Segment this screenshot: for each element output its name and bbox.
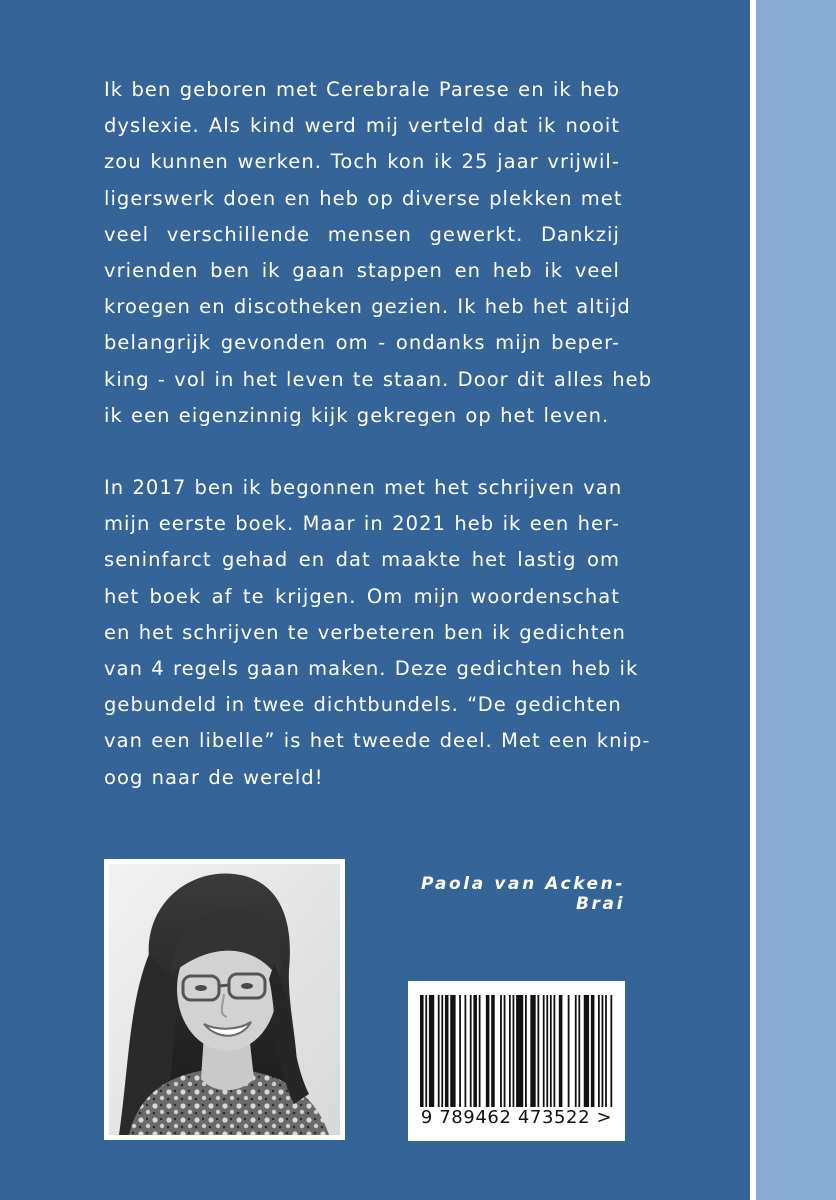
barcode-bar [513,995,515,1107]
barcode-bar [591,995,595,1107]
book-spine [756,0,836,1200]
bio-line: seninfarct gehad en dat maakte het lastig om [104,548,620,572]
barcode-bar [465,995,467,1107]
barcode-bar [584,995,589,1107]
barcode-bar [509,995,511,1107]
barcode-bar [425,995,427,1107]
barcode-bar [479,995,481,1107]
bio-line: ligerswerk doen en heb op diverse plekken met [104,186,623,210]
bio-line: dyslexie. Als kind werd mij verteld dat ik nooit [104,114,620,138]
bio-line: van 4 regels gaan maken. Deze gedichten heb ik [104,657,639,681]
barcode-bar [568,995,570,1107]
barcode-bar [473,995,477,1107]
barcode-bar [470,995,472,1107]
barcode-bar [543,995,545,1107]
barcode-bar [598,995,600,1107]
barcode-bar [537,995,539,1107]
bio-line: king - vol in het leven te staan. Door dit alles heb [104,367,653,391]
barcode-bar [605,995,607,1107]
barcode-bar [602,995,604,1107]
barcode-bar [525,995,527,1107]
author-name: Paola van Acken-Brai [420,874,625,914]
bio-line: oog naar de wereld! [104,765,324,789]
bio-line: ik een eigenzinnig kijk gekregen op het leven. [104,403,610,427]
barcode-bar [491,995,495,1107]
bio-line: veel verschillende mensen gewerkt. Dankzij [104,222,620,246]
barcode-bar [530,995,535,1107]
bio-line: vrienden ben ik gaan stappen en heb ik veel [104,259,620,283]
bio-line: van een libelle” is het tweede deel. Met een knip- [104,729,651,753]
barcode-bar [438,995,440,1107]
bio-line: kroegen en discotheken gezien. Ik heb het altijd [104,295,631,319]
isbn-barcode [408,981,625,1141]
barcode-bar [578,995,580,1107]
barcode-bar [500,995,502,1107]
barcode-bar [575,995,577,1107]
bio-paragraph-1 [104,72,653,434]
bio-line: Ik ben geboren met Cerebrale Parese en ik heb [104,78,620,101]
barcode-bar [459,995,461,1107]
bio-line: zou kunnen werken. Toch kon ik 25 jaar vrijwil- [104,150,620,174]
barcode-bar [445,995,449,1107]
bio-line: gebundeld in twee dichtbundels. “De gedichten [104,693,622,717]
bio-line: het boek af te krijgen. Om mijn woordenschat [104,584,620,608]
barcode-bar [559,995,563,1107]
barcode-bar [553,995,555,1107]
isbn-number: 9 789462 473522 > [420,1107,613,1128]
author-photo [109,864,340,1135]
barcode-bar [420,995,424,1107]
author-portrait-image [109,864,340,1135]
bio-line: belangrijk gevonden om - ondanks mijn beper- [104,331,620,355]
barcode-bar [486,995,490,1107]
barcode-bar [450,995,455,1107]
bio-line: mijn eerste boek. Maar in 2021 heb ik een her- [104,512,620,536]
barcode-bar [550,995,552,1107]
barcode-bar [516,995,523,1107]
barcode-bar [429,995,434,1107]
bio-line: In 2017 ben ik begonnen met het schrijven van [104,476,623,499]
barcode-bar [546,995,548,1107]
barcode-bar [504,995,506,1107]
barcode-bar [441,995,443,1107]
barcode-bar [610,995,612,1107]
author-photo-frame [104,859,345,1140]
bio-line: en het schrijven te verbeteren ben ik gedichten [104,620,626,644]
bio-paragraph-2 [104,470,651,796]
